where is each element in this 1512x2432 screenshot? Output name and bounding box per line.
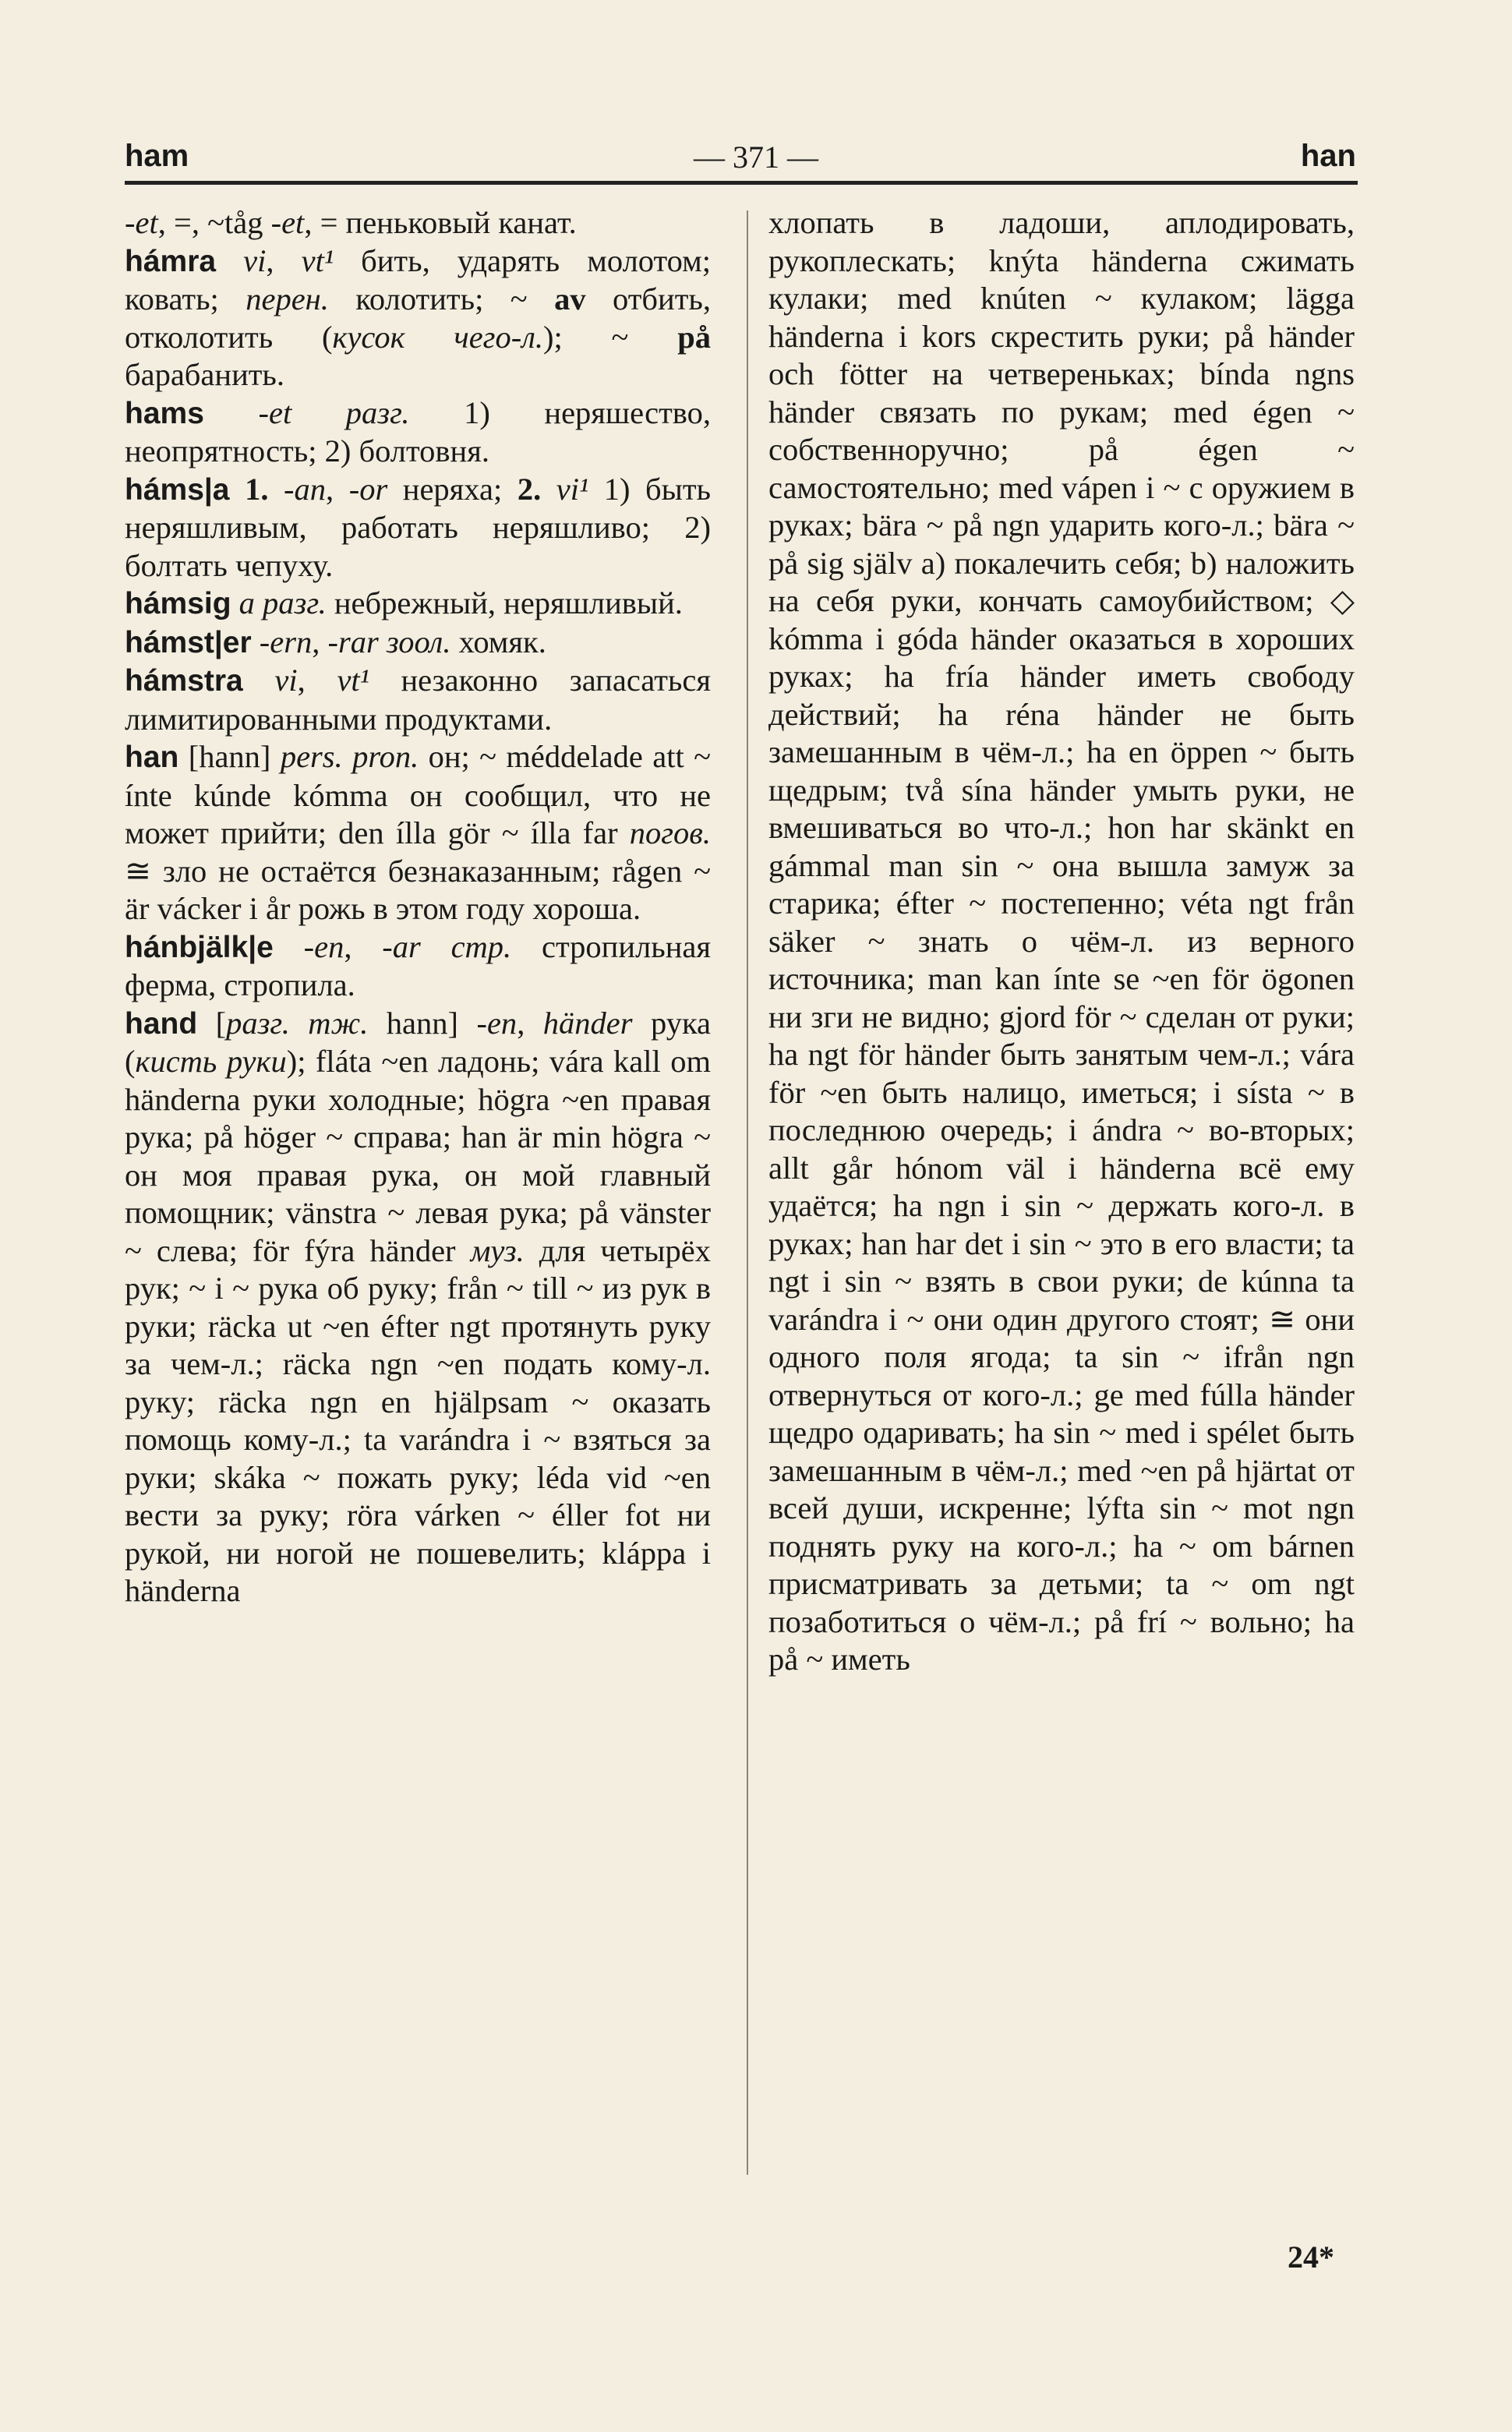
dictionary-entry: hand [разг. тж. hann] -en, händer рука (кисть руки); fláta ~en ладонь; vára kall om händerna руки холодные; högra ~en правая рука; på höger ~ справа; han är min högra ~ он моя правая рука, он мой главный помощник; vänstra ~ левая рука; på vänster ~ слева; för fýra händer муз. для четырёх рук; ~ i ~ рука об руку; från ~ till ~ из рук в руки; räcka ut ~en éfter ngt протянуть руку за чем-л.; räcka ngn ~en подать кому-л. руку; räcka ngn en hjälpsam ~ оказать помощь кому-л.; ta varándra i ~ взяться за руки; skáka ~ пожать руку; léda vid ~en вести за руку; röra várken ~ éller fot ни рукой, ни ногой не пошевелить; kláppa i händerna [125, 1005, 711, 1608]
dictionary-entry: han [hann] pers. pron. он; ~ méddelade att ~ ínte kúnde kómma он сообщил, что не может прийти; den ílla gör ~ ílla far погов. ≅ зло не остаётся безнаказанным; rågen ~ är vácker i år рожь в этом году хороша. [125, 739, 711, 926]
dictionary-entry: хлопать в ладоши, аплодировать, рукоплескать; knýta händerna сжимать кулаки; med knúten ~ кулаком; lägga händerna i kors скрестить руки; på händer och fötter на четвереньках; bínda ngns händer связать по рукам; med égen ~ собственноручно; på égen ~ самостоятельно; med vápen i ~ с оружием в руках; bära ~ på ngn ударить кого-л.; bära ~ på sig själv a) покалечить себя; b) наложить на себя руки, кончать самоубийством; ◇ kómma i góda händer оказаться в хороших руках; ha fría händer иметь свободу действий; ha réna händer не быть замешанным в чём-л.; ha en öppen ~ быть щедрым; två sína händer умыть руки, не вмешиваться во что-л.; hon har skänkt en gámmal man sin ~ она вышла замуж за старика; éfter ~ постепенно; véta ngt från säker ~ знать о чём-л. из верного источника; man kan ínte se ~en för ögonen ни зги не видно; gjord för ~ сделан от руки; ha ngt för händer быть занятым чем-л.; vára för ~en быть налицо, иметься; i sísta ~ в последнюю очередь; i ándra ~ во-вторых; allt går hónom väl i händerna всё ему удаётся; ha ngn i sin ~ держать кого-л. в руках; han har det i sin ~ это в его власти; ta ngt i sin ~ взять в свои руки; de kúnna ta varándra i ~ они один другого стоят; ≅ они одного поля ягода; ta sin ~ ifrån ngn отвернуться от кого-л.; ge med fúlla händer щедро одаривать; ha sin ~ med i spélet быть замешанным в чём-л.; med ~en på hjärtat от всей души, искренне; lýfta sin ~ mot ngn поднять руку на кого-л.; ha ~ om bárnen присматривать за детьми; ta ~ om ngt позаботиться о чём-л.; på frí ~ вольно; ha på ~ иметь [768, 205, 1355, 1677]
dictionary-entry: hámst|er -ern, -rar зоол. хомяк. [125, 624, 546, 659]
dictionary-entry: -et, =, ~tåg -et, = пеньковый канат. [125, 205, 577, 240]
right-column [768, 204, 1355, 1679]
page-number: — 371 — [694, 140, 818, 175]
dictionary-entry: hámra vi, vt¹ бить, ударять молотом; ковать; перен. колотить; ~ av отбить, отколотить (кусок чего-л.); ~ på барабанить. [125, 242, 712, 392]
dictionary-entry: hánbjälk|e -en, -ar стр. стропильная ферма, стропила. [125, 928, 711, 1002]
header-right-guideword: han [1300, 139, 1356, 173]
signature-mark: 24* [1288, 2239, 1334, 2275]
dictionary-entry: hams -et разг. 1) неряшество, неопрятность; 2) болтовня. [125, 394, 711, 468]
left-column [125, 204, 711, 1610]
dictionary-entry: háms|a 1. -an, -or неряха; 2. vi¹ 1) быть неряшливым, работать неряшливо; 2) болтать чепуху. [125, 471, 711, 583]
header-rule [125, 181, 1358, 185]
dictionary-entry: hámstra vi, vt¹ незаконно запасаться лимитированными продуктами. [125, 663, 711, 737]
header-left-guideword: ham [125, 139, 189, 173]
page-header [125, 133, 1356, 179]
dictionary-entry: hámsig a разг. небрежный, неряшливый. [125, 585, 683, 620]
column-divider [747, 210, 748, 2175]
